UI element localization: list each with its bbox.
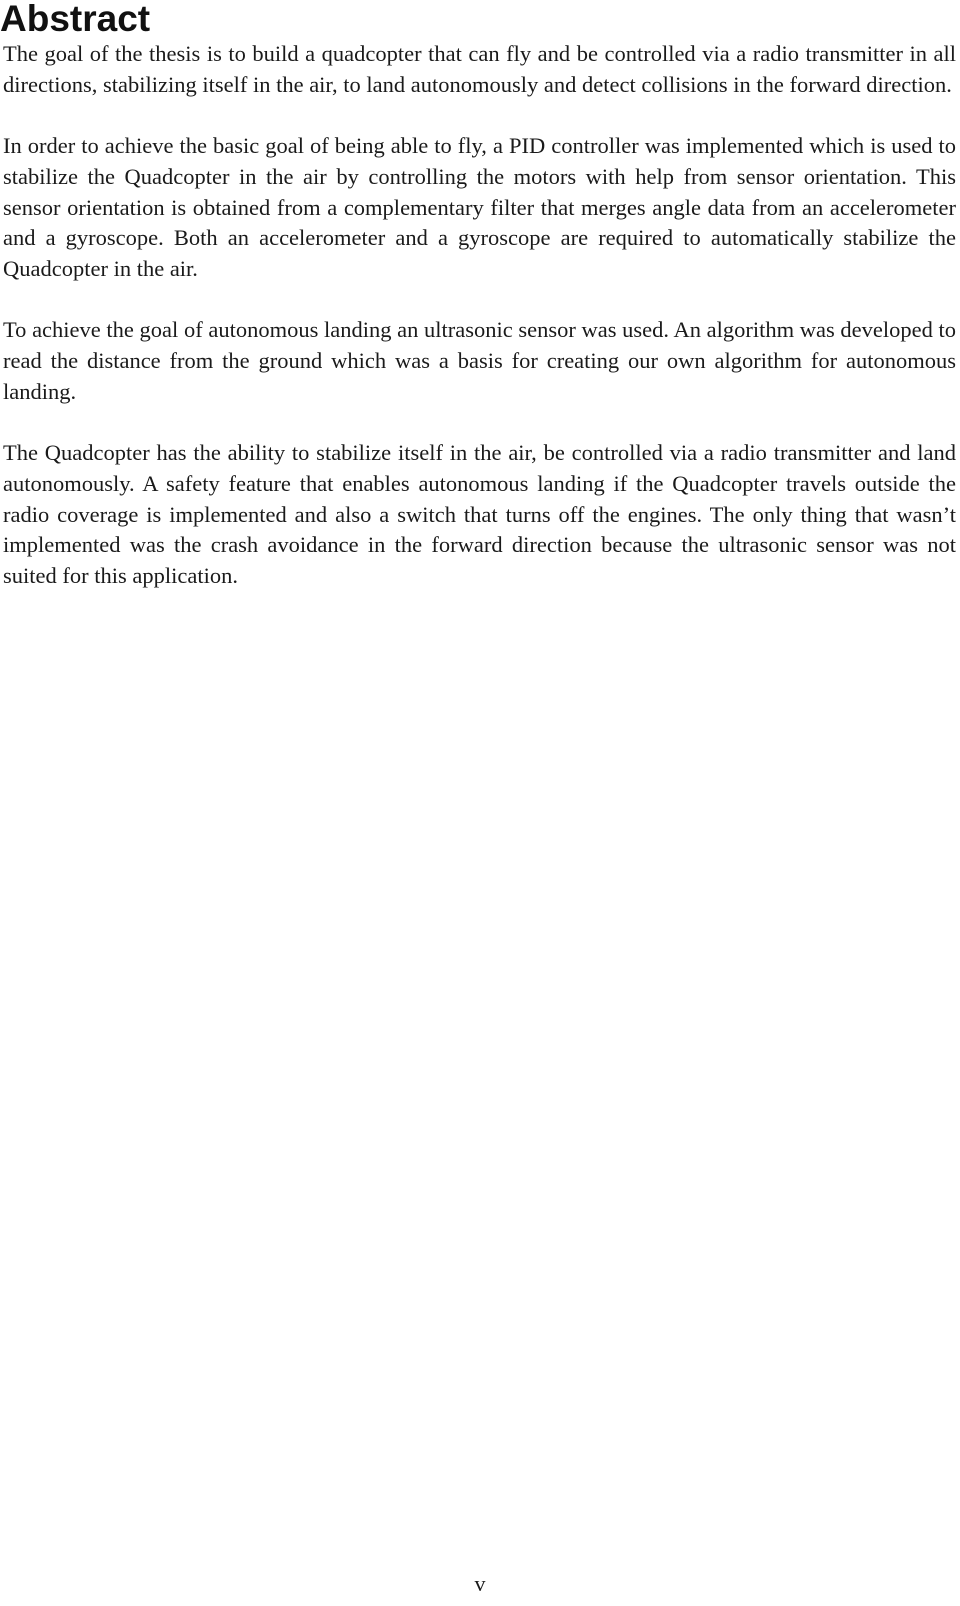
page-title: Abstract xyxy=(0,0,151,39)
page-number: v xyxy=(474,1571,486,1596)
abstract-paragraph-results: The Quadcopter has the ability to stabilize itself in the air, be controlled via a radio transmitter and land autonomously. A safety feature that enables autonomous landing if the Quadcopter travels outside the radio coverage is implemented and also a switch that turns off the engines. The only thing that wasn’t implemented was the crash avoidance in the forward direction because the ultrasonic sensor was not suited for this application. xyxy=(3,440,956,588)
abstract-body xyxy=(3,39,956,592)
abstract-paragraph-goal: The goal of the thesis is to build a quadcopter that can fly and be controlled via a radio transmitter in all directions, stabilizing itself in the air, to land autonomously and detect collisions in the forward direction. xyxy=(3,41,956,97)
abstract-paragraph-autonomous-landing: To achieve the goal of autonomous landing an ultrasonic sensor was used. An algorithm was developed to read the distance from the ground which was a basis for creating our own algorithm for autonomous landing. xyxy=(3,317,956,404)
abstract-paragraph-pid-controller: In order to achieve the basic goal of being able to fly, a PID controller was implemented which is used to stabilize the Quadcopter in the air by controlling the motors with help from sensor orientation. This sensor orientation is obtained from a complementary filter that merges angle data from an accelerometer and a gyroscope. Both an accelerometer and a gyroscope are required to automatically stabilize the Quadcopter in the air. xyxy=(3,133,956,281)
